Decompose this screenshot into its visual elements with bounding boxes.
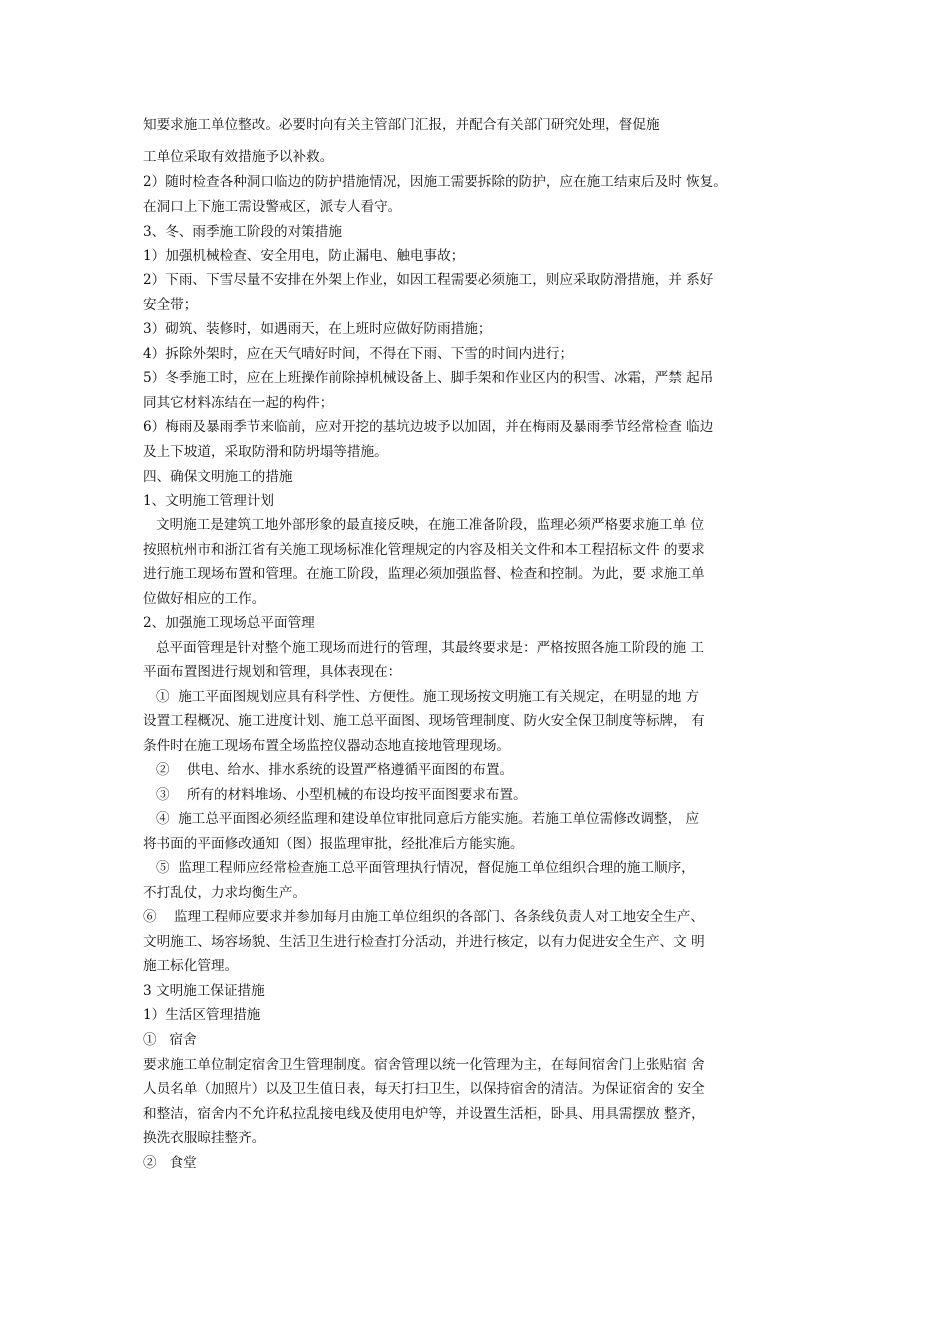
text-line: ③ 所有的材料堆场、小型机械的布设均按平面图要求布置。 (143, 787, 527, 803)
text-line: 2、加强施工现场总平面管理 (143, 615, 315, 631)
text-line: ① 施工平面图规划应具有科学性、方便性。施工现场按文明施工有关规定，在明显的地 方 (143, 689, 700, 705)
text-line: 进行施工现场布置和管理。在施工阶段，监理必须加强监督、检查和控制。为此，要 求施工单 (143, 566, 705, 582)
text-line: 3、冬、雨季施工阶段的对策措施 (143, 224, 342, 240)
text-line: 3）砌筑、装修时，如遇雨天，在上班时应做好防雨措施； (143, 321, 492, 337)
text-line: 2）随时检查各种洞口临边的防护措施情况，因施工需要拆除的防护，应在施工结束后及时 恢复。 (143, 174, 727, 190)
text-line: ⑥ 监理工程师应要求并参加每月由施工单位组织的各部门、各条线负责人对工地安全生产、 (143, 909, 705, 925)
text-line: 工单位采取有效措施予以补救。 (143, 149, 334, 165)
text-line: 同其它材料冻结在一起的构件； (143, 395, 334, 411)
text-line: ② 食堂 (143, 1155, 197, 1171)
text-line: 要求施工单位制定宿舍卫生管理制度。宿舍管理以统一化管理为主，在每间宿舍门上张贴宿 舍 (143, 1057, 705, 1073)
text-line: 施工标化管理。 (143, 958, 239, 974)
text-line: 总平面管理是针对整个施工现场而进行的管理，其最终要求是：严格按照各施工阶段的施 工 (143, 640, 705, 656)
text-line: 文明施工、场容场貌、生活卫生进行检查打分活动，并进行核定，以有力促进安全生产、文 明 (143, 934, 705, 950)
text-line: 不打乱仗，力求均衡生产。 (143, 885, 307, 901)
text-line: 四、确保文明施工的措施 (143, 469, 293, 485)
text-line: 条件时在施工现场布置全场监控仪器动态地直接地管理现场。 (143, 738, 511, 754)
text-line: 将书面的平面修改通知（图）报监理审批，经批准后方能实施。 (143, 836, 524, 852)
text-line: 人员名单（加照片）以及卫生值日表，每天打扫卫生，以保持宿舍的清洁。为保证宿舍的 安全 (143, 1081, 705, 1097)
text-line: 在洞口上下施工需设警戒区，派专人看守。 (143, 199, 402, 215)
text-line: 及上下坡道，采取防滑和防坍塌等措施。 (143, 444, 388, 460)
text-line: ④ 施工总平面图必须经监理和建设单位审批同意后方能实施。若施工单位需修改调整， 应 (143, 811, 700, 827)
text-line: 平面布置图进行规划和管理，具体表现在： (143, 664, 402, 680)
text-line: 1）生活区管理措施 (143, 1007, 261, 1023)
text-line: 5）冬季施工时，应在上班操作前除掉机械设备上、脚手架和作业区内的积雪、冰霜，严禁 起吊 (143, 370, 714, 386)
text-line: 1）加强机械检查、安全用电，防止漏电、触电事故； (143, 248, 465, 264)
text-line: 安全带； (143, 297, 198, 313)
text-line: 6）梅雨及暴雨季节来临前，应对开挖的基坑边坡予以加固，并在梅雨及暴雨季节经常检查 临边 (143, 419, 714, 435)
text-line: 文明施工是建筑工地外部形象的最直接反映，在施工准备阶段，监理必须严格要求施工单 位 (143, 517, 705, 533)
text-line: 4）拆除外架时，应在天气晴好时间，不得在下雨、下雪的时间内进行； (143, 346, 574, 362)
text-line: 按照杭州市和浙江省有关施工现场标准化管理规定的内容及相关文件和本工程招标文件 的要求 (143, 542, 705, 558)
text-line: 3 文明施工保证措施 (143, 983, 265, 999)
text-line: 1、文明施工管理计划 (143, 493, 274, 509)
text-line: ② 供电、给水、排水系统的设置严格遵循平面图的布置。 (143, 762, 514, 778)
text-line: 和整洁，宿舍内不允许私拉乱接电线及使用电炉等，并设置生活柜，卧具、用具需摆放 整齐， (143, 1106, 705, 1122)
text-line: ⑤ 监理工程师应经常检查施工总平面管理执行情况，督促施工单位组织合理的施工顺序， (143, 860, 695, 876)
text-line: ① 宿舍 (143, 1032, 197, 1048)
text-line: 2）下雨、下雪尽量不安排在外架上作业，如因工程需要必须施工，则应采取防滑措施，并 系好 (143, 272, 714, 288)
text-line: 知要求施工单位整改。必要时向有关主管部门汇报，并配合有关部门研究处理，督促施 (143, 117, 660, 133)
text-line: 换洗衣服晾挂整齐。 (143, 1130, 266, 1146)
text-line: 位做好相应的工作。 (143, 591, 266, 607)
text-line: 设置工程概况、施工进度计划、施工总平面图、现场管理制度、防火安全保卫制度等标牌， 有 (143, 713, 705, 729)
